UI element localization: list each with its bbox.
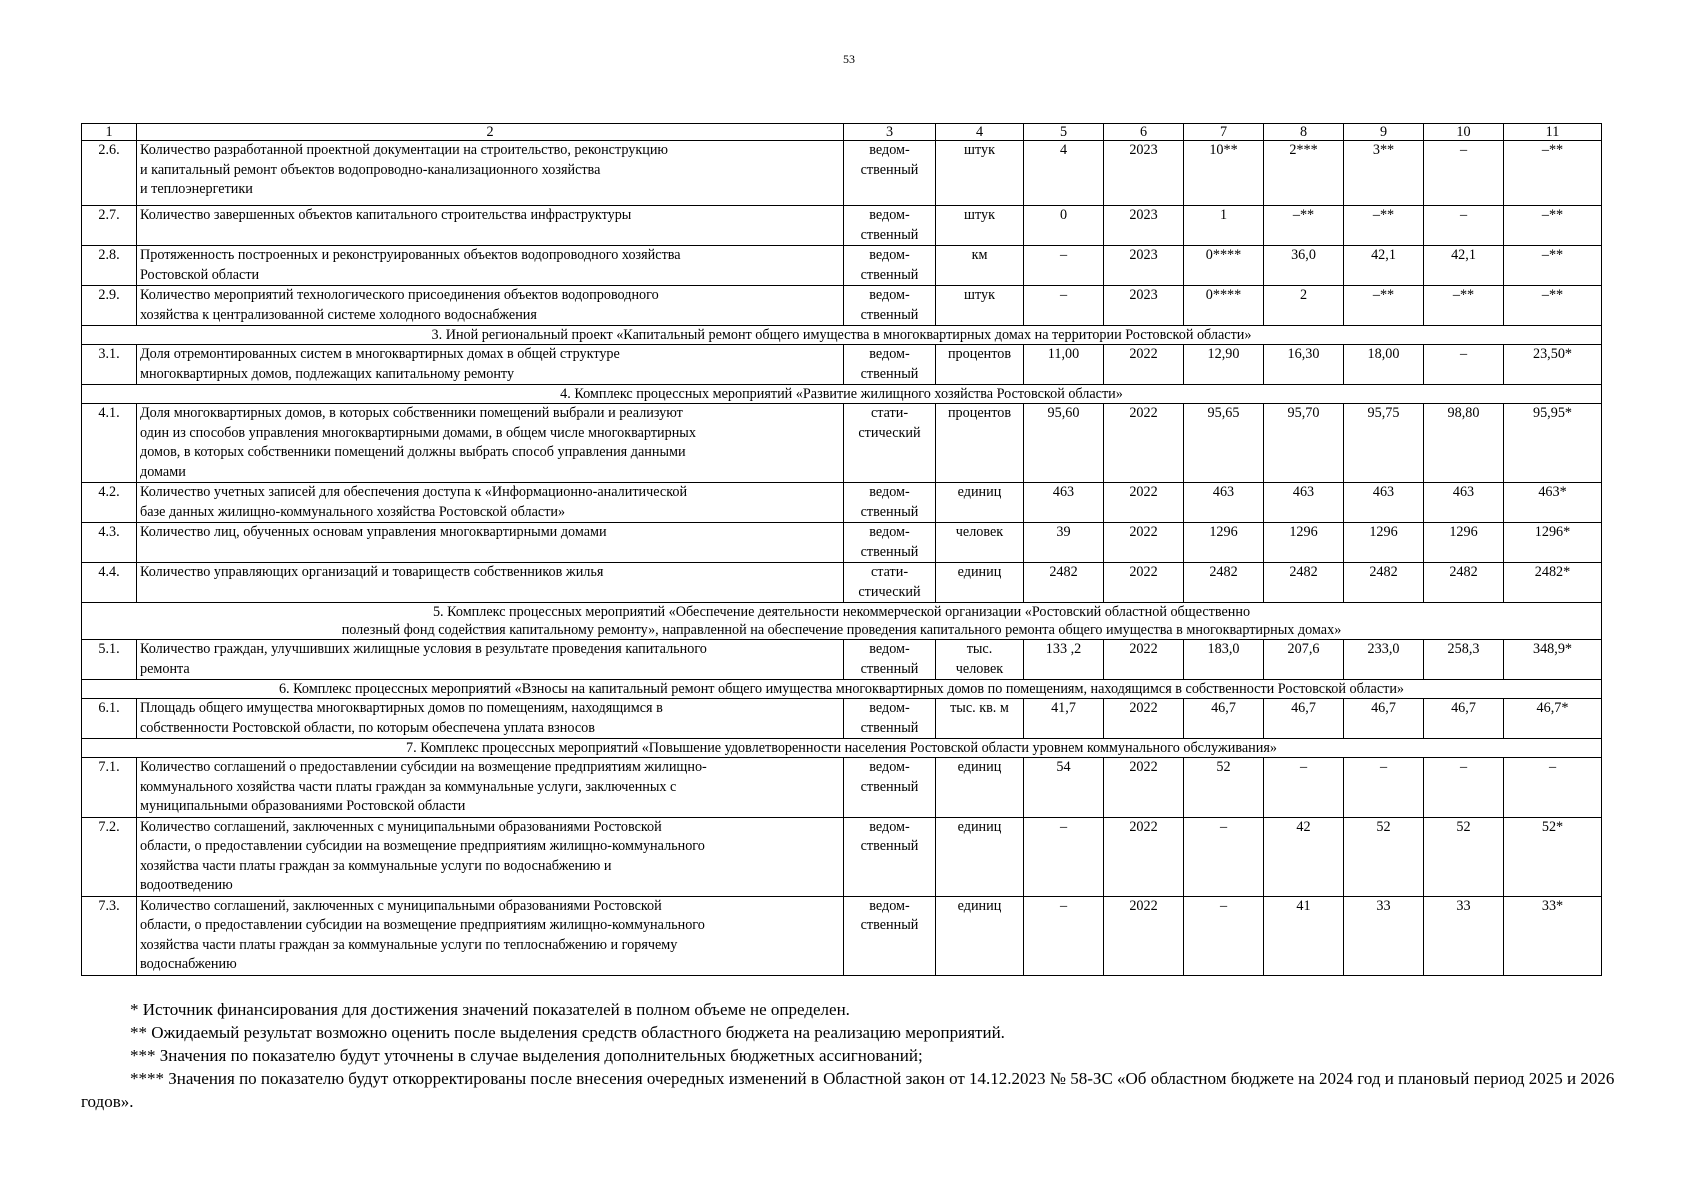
value-col-11: –** [1504, 246, 1602, 286]
base-value: 11,00 [1024, 345, 1104, 385]
indicator-name: Доля многоквартирных домов, в которых собственники помещений выбрали и реализуют один из способов управления многоквартирными домами, в общем числе многоквартирных домов, в которых собственники помещений должны выбрать способ управления данными домами [137, 404, 844, 483]
indicator-type: ведом- ственный [844, 246, 936, 286]
value-col-7: 10** [1184, 141, 1264, 206]
unit-of-measure: единиц [936, 896, 1024, 975]
column-number-4: 4 [936, 124, 1024, 141]
row-number: 4.4. [82, 563, 137, 603]
base-value: 4 [1024, 141, 1104, 206]
indicator-name: Количество управляющих организаций и товариществ собственников жилья [137, 563, 844, 603]
value-col-9: 46,7 [1344, 699, 1424, 739]
base-year: 2023 [1104, 246, 1184, 286]
indicator-name: Площадь общего имущества многоквартирных домов по помещениям, находящимся в собственности Ростовской области, по которым обеспечена уплата взносов [137, 699, 844, 739]
value-col-10: 98,80 [1424, 404, 1504, 483]
table-row [82, 758, 1602, 818]
value-col-9: 3** [1344, 141, 1424, 206]
indicator-name: Количество лиц, обученных основам управления многоквартирными домами [137, 523, 844, 563]
base-value: – [1024, 896, 1104, 975]
table-row [82, 523, 1602, 563]
unit-of-measure: тыс. кв. м [936, 699, 1024, 739]
value-col-11: 46,7* [1504, 699, 1602, 739]
base-value: – [1024, 246, 1104, 286]
unit-of-measure: процентов [936, 345, 1024, 385]
indicator-name: Количество учетных записей для обеспечения доступа к «Информационно-аналитической базе данных жилищно-коммунального хозяйства Ростовской области» [137, 483, 844, 523]
indicator-name: Количество соглашений о предоставлении субсидии на возмещение предприятиям жилищно- коммунального хозяйства части платы граждан за коммунальные услуги, заключенных с муниципальными образованиями Ростовской области [137, 758, 844, 818]
table-row [82, 563, 1602, 603]
table-row [82, 206, 1602, 246]
indicator-type: ведом- ственный [844, 523, 936, 563]
column-number-2: 2 [137, 124, 844, 141]
value-col-9: 42,1 [1344, 246, 1424, 286]
section-title: 4. Комплекс процессных мероприятий «Развитие жилищного хозяйства Ростовской области» [82, 385, 1602, 404]
base-value: 39 [1024, 523, 1104, 563]
column-number-7: 7 [1184, 124, 1264, 141]
value-col-11: 348,9* [1504, 640, 1602, 680]
footnote-1: * Источник финансирования для достижения значений показателей в полном объеме не определен. [130, 1000, 850, 1019]
base-year: 2023 [1104, 206, 1184, 246]
section-header-row [82, 326, 1602, 345]
indicator-type: стати- стический [844, 404, 936, 483]
section-title: 7. Комплекс процессных мероприятий «Повышение удовлетворенности населения Ростовской области уровнем коммунального обслуживания» [82, 739, 1602, 758]
indicator-type: стати- стический [844, 563, 936, 603]
table-row [82, 345, 1602, 385]
value-col-7: – [1184, 817, 1264, 896]
value-col-10: – [1424, 206, 1504, 246]
row-number: 7.2. [82, 817, 137, 896]
value-col-7: 12,90 [1184, 345, 1264, 385]
value-col-8: 1296 [1264, 523, 1344, 563]
value-col-11: –** [1504, 141, 1602, 206]
value-col-10: 52 [1424, 817, 1504, 896]
value-col-10: 42,1 [1424, 246, 1504, 286]
base-value: 95,60 [1024, 404, 1104, 483]
unit-of-measure: единиц [936, 817, 1024, 896]
value-col-9: 18,00 [1344, 345, 1424, 385]
value-col-10: 258,3 [1424, 640, 1504, 680]
value-col-8: 463 [1264, 483, 1344, 523]
value-col-11: – [1504, 758, 1602, 818]
value-col-8: 2*** [1264, 141, 1344, 206]
value-col-8: 2 [1264, 286, 1344, 326]
value-col-7: 183,0 [1184, 640, 1264, 680]
indicator-type: ведом- ственный [844, 896, 936, 975]
indicator-name: Количество разработанной проектной документации на строительство, реконструкцию и капитальный ремонт объектов водопроводно-канализационного хозяйства и теплоэнергетики [137, 141, 844, 206]
base-year: 2023 [1104, 141, 1184, 206]
unit-of-measure: единиц [936, 483, 1024, 523]
value-col-11: 23,50* [1504, 345, 1602, 385]
indicator-name: Доля отремонтированных систем в многоквартирных домах в общей структуре многоквартирных домов, подлежащих капитальному ремонту [137, 345, 844, 385]
indicator-type: ведом- ственный [844, 758, 936, 818]
base-value: 2482 [1024, 563, 1104, 603]
indicator-type: ведом- ственный [844, 483, 936, 523]
base-value: 463 [1024, 483, 1104, 523]
column-number-5: 5 [1024, 124, 1104, 141]
table-row [82, 286, 1602, 326]
value-col-10: 2482 [1424, 563, 1504, 603]
indicator-type: ведом- ственный [844, 141, 936, 206]
value-col-10: 463 [1424, 483, 1504, 523]
value-col-11: 1296* [1504, 523, 1602, 563]
unit-of-measure: штук [936, 286, 1024, 326]
value-col-11: 33* [1504, 896, 1602, 975]
row-number: 2.7. [82, 206, 137, 246]
indicator-type: ведом- ственный [844, 286, 936, 326]
indicator-name: Протяженность построенных и реконструированных объектов водопроводного хозяйства Ростовской области [137, 246, 844, 286]
column-number-6: 6 [1104, 124, 1184, 141]
value-col-9: –** [1344, 206, 1424, 246]
value-col-9: 52 [1344, 817, 1424, 896]
indicators-table [81, 123, 1602, 976]
base-value: 41,7 [1024, 699, 1104, 739]
value-col-8: 16,30 [1264, 345, 1344, 385]
value-col-8: 207,6 [1264, 640, 1344, 680]
value-col-8: 95,70 [1264, 404, 1344, 483]
value-col-10: 46,7 [1424, 699, 1504, 739]
indicator-name: Количество соглашений, заключенных с муниципальными образованиями Ростовской области, о предоставлении субсидии на возмещение предприятиям жилищно-коммунального хозяйства части платы граждан за коммунальные услуги по теплоснабжению и горячему водоснабжению [137, 896, 844, 975]
base-year: 2022 [1104, 483, 1184, 523]
row-number: 7.3. [82, 896, 137, 975]
row-number: 2.9. [82, 286, 137, 326]
base-year: 2022 [1104, 817, 1184, 896]
indicator-name: Количество граждан, улучшивших жилищные условия в результате проведения капитального ремонта [137, 640, 844, 680]
value-col-7: 46,7 [1184, 699, 1264, 739]
value-col-7: 52 [1184, 758, 1264, 818]
value-col-11: 95,95* [1504, 404, 1602, 483]
table-body [82, 124, 1602, 976]
base-value: – [1024, 286, 1104, 326]
value-col-9: 463 [1344, 483, 1424, 523]
table-row [82, 699, 1602, 739]
value-col-7: 1296 [1184, 523, 1264, 563]
section-title: 5. Комплекс процессных мероприятий «Обеспечение деятельности некоммерческой организации «Ростовский областной общественно полезный фонд содействия капитальному ремонту», направленной на обеспечение проведения капитального ремонта общего имущества в многоквартирных домах» [82, 603, 1602, 640]
base-year: 2022 [1104, 699, 1184, 739]
base-value: 133 ,2 [1024, 640, 1104, 680]
value-col-10: – [1424, 758, 1504, 818]
unit-of-measure: тыс. человек [936, 640, 1024, 680]
row-number: 2.8. [82, 246, 137, 286]
row-number: 4.3. [82, 523, 137, 563]
value-col-7: 463 [1184, 483, 1264, 523]
value-col-10: –** [1424, 286, 1504, 326]
base-value: 0 [1024, 206, 1104, 246]
base-year: 2022 [1104, 758, 1184, 818]
section-header-row [82, 385, 1602, 404]
table-row [82, 817, 1602, 896]
unit-of-measure: штук [936, 206, 1024, 246]
value-col-11: 2482* [1504, 563, 1602, 603]
indicator-name: Количество соглашений, заключенных с муниципальными образованиями Ростовской области, о предоставлении субсидии на возмещение предприятиям жилищно-коммунального хозяйства части платы граждан за коммунальные услуги по водоснабжению и водоотведению [137, 817, 844, 896]
base-year: 2022 [1104, 563, 1184, 603]
row-number: 5.1. [82, 640, 137, 680]
base-value: – [1024, 817, 1104, 896]
table-row [82, 246, 1602, 286]
value-col-8: 36,0 [1264, 246, 1344, 286]
value-col-8: 42 [1264, 817, 1344, 896]
value-col-7: – [1184, 896, 1264, 975]
section-title: 3. Иной региональный проект «Капитальный ремонт общего имущества в многоквартирных домах на территории Ростовской области» [82, 326, 1602, 345]
indicator-type: ведом- ственный [844, 640, 936, 680]
base-year: 2022 [1104, 523, 1184, 563]
value-col-8: 2482 [1264, 563, 1344, 603]
row-number: 2.6. [82, 141, 137, 206]
page-number: 53 [843, 52, 855, 66]
column-number-10: 10 [1424, 124, 1504, 141]
value-col-8: – [1264, 758, 1344, 818]
row-number: 7.1. [82, 758, 137, 818]
value-col-9: 1296 [1344, 523, 1424, 563]
table-row [82, 404, 1602, 483]
unit-of-measure: процентов [936, 404, 1024, 483]
table-row [82, 896, 1602, 975]
section-header-row [82, 603, 1602, 640]
value-col-10: – [1424, 345, 1504, 385]
value-col-9: 233,0 [1344, 640, 1424, 680]
row-number: 6.1. [82, 699, 137, 739]
value-col-7: 2482 [1184, 563, 1264, 603]
base-year: 2023 [1104, 286, 1184, 326]
value-col-9: 33 [1344, 896, 1424, 975]
row-number: 3.1. [82, 345, 137, 385]
base-year: 2022 [1104, 345, 1184, 385]
column-number-9: 9 [1344, 124, 1424, 141]
row-number: 4.1. [82, 404, 137, 483]
unit-of-measure: единиц [936, 758, 1024, 818]
value-col-7: 95,65 [1184, 404, 1264, 483]
indicator-name: Количество завершенных объектов капитального строительства инфраструктуры [137, 206, 844, 246]
value-col-10: 33 [1424, 896, 1504, 975]
value-col-11: –** [1504, 286, 1602, 326]
indicator-type: ведом- ственный [844, 345, 936, 385]
table-row [82, 141, 1602, 206]
indicator-type: ведом- ственный [844, 817, 936, 896]
value-col-7: 0**** [1184, 286, 1264, 326]
value-col-7: 0**** [1184, 246, 1264, 286]
column-number-11: 11 [1504, 124, 1602, 141]
value-col-10: 1296 [1424, 523, 1504, 563]
base-year: 2022 [1104, 404, 1184, 483]
unit-of-measure: штук [936, 141, 1024, 206]
table-row [82, 640, 1602, 680]
indicator-name: Количество мероприятий технологического присоединения объектов водопроводного хозяйства к централизованной системе холодного водоснабжения [137, 286, 844, 326]
value-col-8: 41 [1264, 896, 1344, 975]
value-col-9: – [1344, 758, 1424, 818]
section-header-row [82, 739, 1602, 758]
section-title: 6. Комплекс процессных мероприятий «Взносы на капитальный ремонт общего имущества многоквартирных домов по помещениям, находящимся в собственности Ростовской области» [82, 680, 1602, 699]
value-col-7: 1 [1184, 206, 1264, 246]
value-col-9: –** [1344, 286, 1424, 326]
value-col-11: 463* [1504, 483, 1602, 523]
value-col-9: 2482 [1344, 563, 1424, 603]
value-col-10: – [1424, 141, 1504, 206]
column-number-1: 1 [82, 124, 137, 141]
section-header-row [82, 680, 1602, 699]
indicator-type: ведом- ственный [844, 206, 936, 246]
base-year: 2022 [1104, 896, 1184, 975]
value-col-11: 52* [1504, 817, 1602, 896]
value-col-9: 95,75 [1344, 404, 1424, 483]
base-year: 2022 [1104, 640, 1184, 680]
footnotes [81, 998, 1641, 1113]
indicator-type: ведом- ственный [844, 699, 936, 739]
value-col-11: –** [1504, 206, 1602, 246]
column-number-row [82, 124, 1602, 141]
unit-of-measure: км [936, 246, 1024, 286]
footnote-4: **** Значения по показателю будут откорректированы после внесения очередных изменений в Областной закон от 14.12.2023 № 58-ЗС «Об областном бюджете на 2024 год и плановый период 2025 и 2026 годов». [81, 1069, 1615, 1111]
unit-of-measure: единиц [936, 563, 1024, 603]
row-number: 4.2. [82, 483, 137, 523]
column-number-3: 3 [844, 124, 936, 141]
column-number-8: 8 [1264, 124, 1344, 141]
table-row [82, 483, 1602, 523]
unit-of-measure: человек [936, 523, 1024, 563]
base-value: 54 [1024, 758, 1104, 818]
footnote-2: ** Ожидаемый результат возможно оценить после выделения средств областного бюджета на реализацию мероприятий. [130, 1023, 1005, 1042]
value-col-8: 46,7 [1264, 699, 1344, 739]
value-col-8: –** [1264, 206, 1344, 246]
footnote-3: *** Значения по показателю будут уточнены в случае выделения дополнительных бюджетных ассигнований; [130, 1046, 923, 1065]
